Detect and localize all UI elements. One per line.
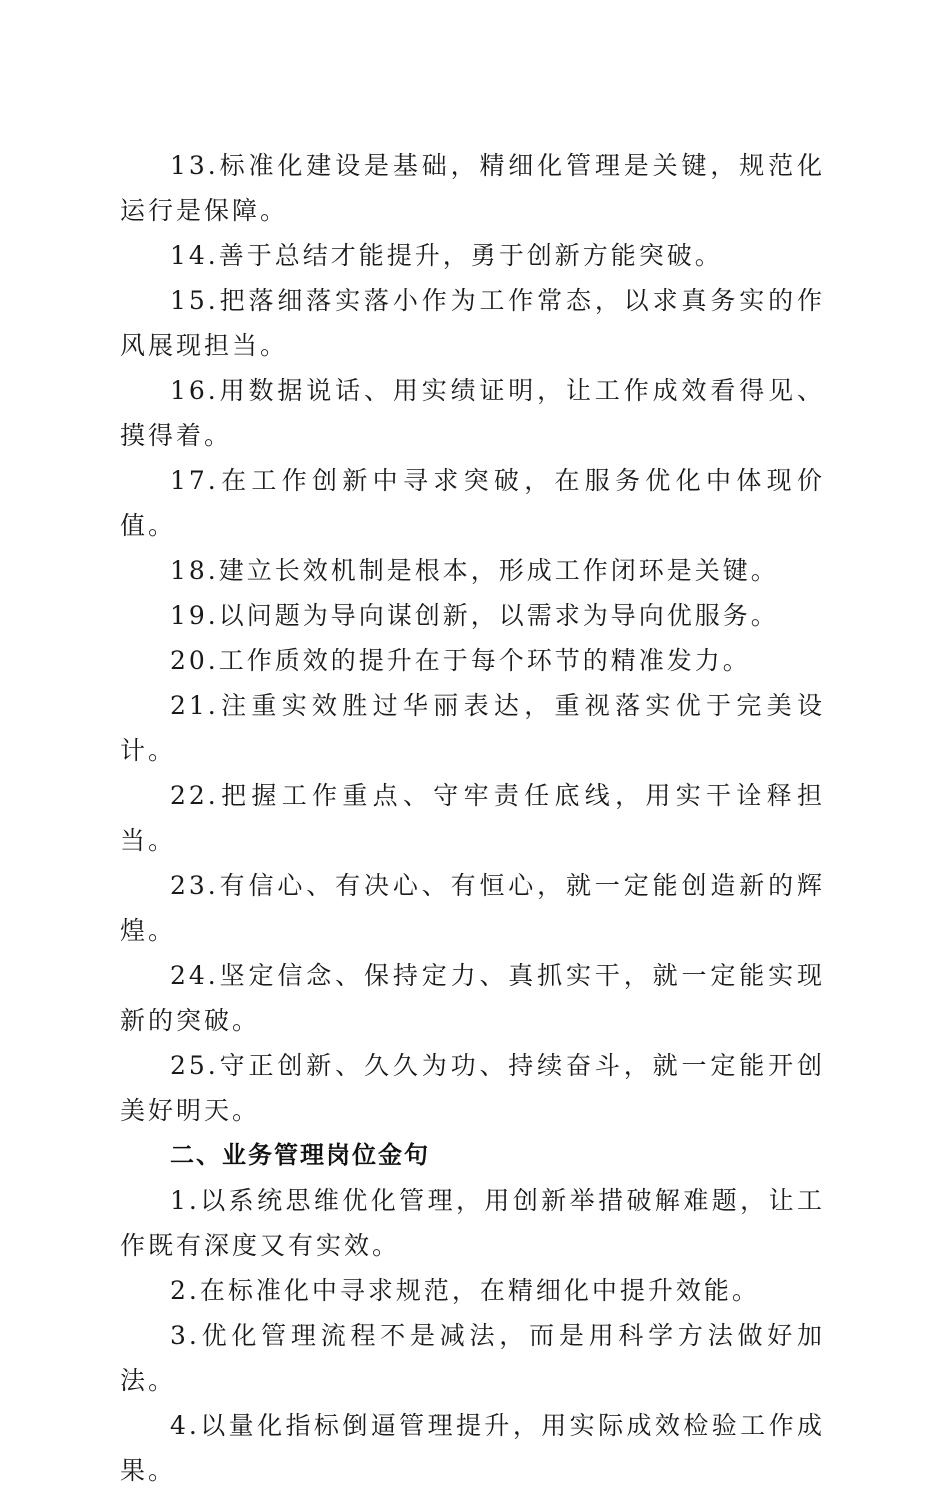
paragraph-13: 13.标准化建设是基础，精细化管理是关键，规范化运行是保障。	[120, 151, 825, 225]
document-body	[120, 143, 825, 1493]
paragraph-24: 24.坚定信念、保持定力、真抓实干，就一定能实现新的突破。	[120, 961, 825, 1035]
paragraph-23: 23.有信心、有决心、有恒心，就一定能创造新的辉煌。	[120, 871, 825, 945]
paragraph-b1: 1.以系统思维优化管理，用创新举措破解难题，让工作既有深度又有实效。	[120, 1186, 825, 1260]
paragraph-b3: 3.优化管理流程不是减法，而是用科学方法做好加法。	[120, 1321, 825, 1395]
paragraph-b4: 4.以量化指标倒逼管理提升，用实际成效检验工作成果。	[120, 1411, 825, 1485]
section-heading: 二、业务管理岗位金句	[170, 1141, 430, 1169]
paragraph-16: 16.用数据说话、用实绩证明，让工作成效看得见、摸得着。	[120, 376, 825, 450]
paragraph-20: 20.工作质效的提升在于每个环节的精准发力。	[170, 646, 751, 675]
paragraph-18: 18.建立长效机制是根本，形成工作闭环是关键。	[170, 556, 779, 585]
paragraph-b2: 2.在标准化中寻求规范，在精细化中提升效能。	[170, 1276, 760, 1305]
paragraph-21: 21.注重实效胜过华丽表达，重视落实优于完美设计。	[120, 691, 825, 765]
paragraph-22: 22.把握工作重点、守牢责任底线，用实干诠释担当。	[120, 781, 825, 855]
paragraph-17: 17.在工作创新中寻求突破，在服务优化中体现价值。	[120, 466, 825, 540]
paragraph-14: 14.善于总结才能提升，勇于创新方能突破。	[170, 241, 723, 270]
paragraph-15: 15.把落细落实落小作为工作常态，以求真务实的作风展现担当。	[120, 286, 825, 360]
paragraph-19: 19.以问题为导向谋创新，以需求为导向优服务。	[170, 601, 779, 630]
paragraph-25: 25.守正创新、久久为功、持续奋斗，就一定能开创美好明天。	[120, 1051, 825, 1125]
